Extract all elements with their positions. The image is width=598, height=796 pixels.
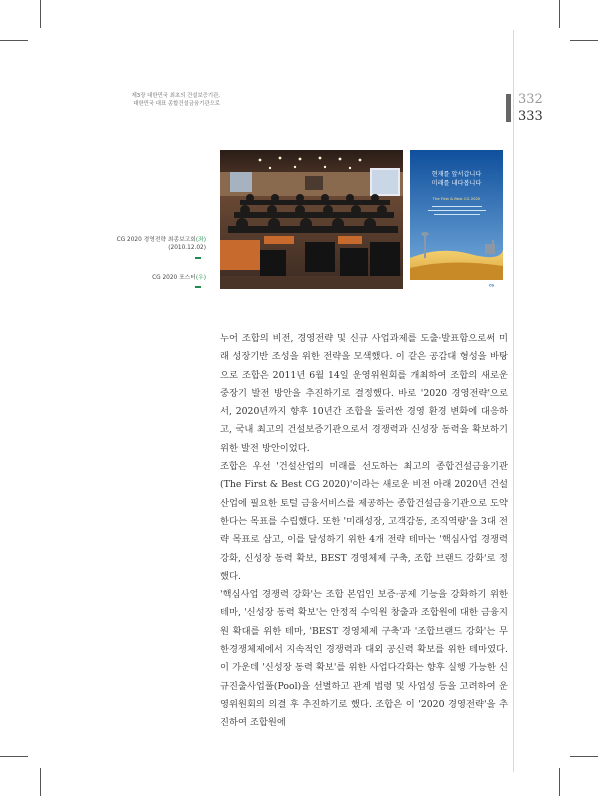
crop-mark (0, 756, 28, 757)
photo-caption: CG 2020 경영전략 최종보고회(좌) (116, 237, 206, 243)
conference-photo (220, 150, 403, 289)
crop-mark (559, 0, 560, 28)
chapter-header (100, 92, 220, 108)
poster-illustration (410, 150, 503, 289)
crop-mark (40, 768, 41, 796)
body-paragraph-1: 누어 조합의 비전, 경영전략 및 신규 사업과제를 도출·발표함으로써 미래 성장기반 조성을 위한 전략을 모색했다. 이 같은 공감대 형성을 바탕으로 조합은 2011년 6월 14일 운영위원회를 개최하여 조합의 새로운 중장기 발전 방안을 추진하기로 결정했다. 바로 '2020 경영전략'으로서, 2020년까지 향후 10년간 조합을 둘러싼 경영 환경 변화에 대응하고, 국내 최고의 건설보증기관으로서 경쟁력과 신성장 동력을 확보하기 위한 발전 방안이었다. (220, 333, 508, 454)
margin-rule (513, 30, 514, 772)
chapter-line-1: 제3장 대한민국 최초의 건설보증기관, (131, 93, 220, 99)
crop-mark (0, 40, 28, 41)
poster-headline-1: 현재를 앞서갑니다 (431, 171, 482, 178)
crop-mark (559, 768, 560, 796)
page-number-right: 333 (518, 109, 543, 124)
page-number-left: 332 (518, 92, 543, 107)
photo-caption-side: (좌) (195, 237, 206, 243)
poster-caption-side: (우) (195, 275, 206, 281)
body-paragraph-3: '핵심사업 경쟁력 강화'는 조합 본업인 보증·공제 기능을 강화하기 위한 테마, '신성장 동력 확보'는 안정적 수익원 창출과 조합원에 대한 금융지원 확대를 위한 테마, 'BEST 경영체제 구축'과 '조합브랜드 강화'는 무한경쟁체제에서 지속적인 경쟁력과 대외 공신력 확보를 위한 테마였다. 이 가운데 '신성장 동력 확보'를 위한 사업다각화는 향후 실행 가능한 신규진출사업풀(Pool)을 선별하고 관계 법령 및 사업성 등을 고려하여 운영위원회의 의결 후 추진하기로 했다. 조합은 이 '2020 경영전략'을 추진하여 조합원에 (220, 589, 508, 729)
crop-mark (570, 756, 598, 757)
conference-photo-illustration (220, 150, 403, 289)
body-text (220, 330, 508, 733)
caption-accent-bar (195, 257, 201, 259)
body-paragraph-2: 조합은 우선 '건설산업의 미래를 선도하는 최고의 종합건설금융기관(The First & Best CG 2020)'이라는 새로운 비전 아래 2020년 건설산업에 필요한 토털 금융서비스를 제공하는 종합건설금융기관으로 도약한다는 목표를 수립했다. 또한 '미래성장, 고객감동, 조직역량'을 3대 전략 목표로 삼고, 이를 달성하기 위한 4개 전략 테마는 '핵심사업 경쟁력 강화, 신성장 동력 확보, BEST 경영체제 구축, 조합 브랜드 강화'로 정했다. (220, 461, 508, 582)
page-number-bar (506, 94, 511, 122)
poster-slogan: The First & Best CG 2020 (432, 196, 481, 201)
cg2020-poster (410, 150, 503, 289)
chapter-line-2: 대한민국 대표 종합건설금융기관으로 (133, 101, 220, 107)
poster-logo: CG (489, 283, 494, 288)
poster-caption: CG 2020 포스터(우) (152, 275, 206, 281)
poster-headline-2: 미래를 내다봅니다 (431, 180, 482, 187)
crop-mark (570, 40, 598, 41)
caption-accent-bar (195, 286, 201, 288)
photo-caption-date: (2010.12.02) (168, 245, 206, 251)
crop-mark (40, 0, 41, 28)
